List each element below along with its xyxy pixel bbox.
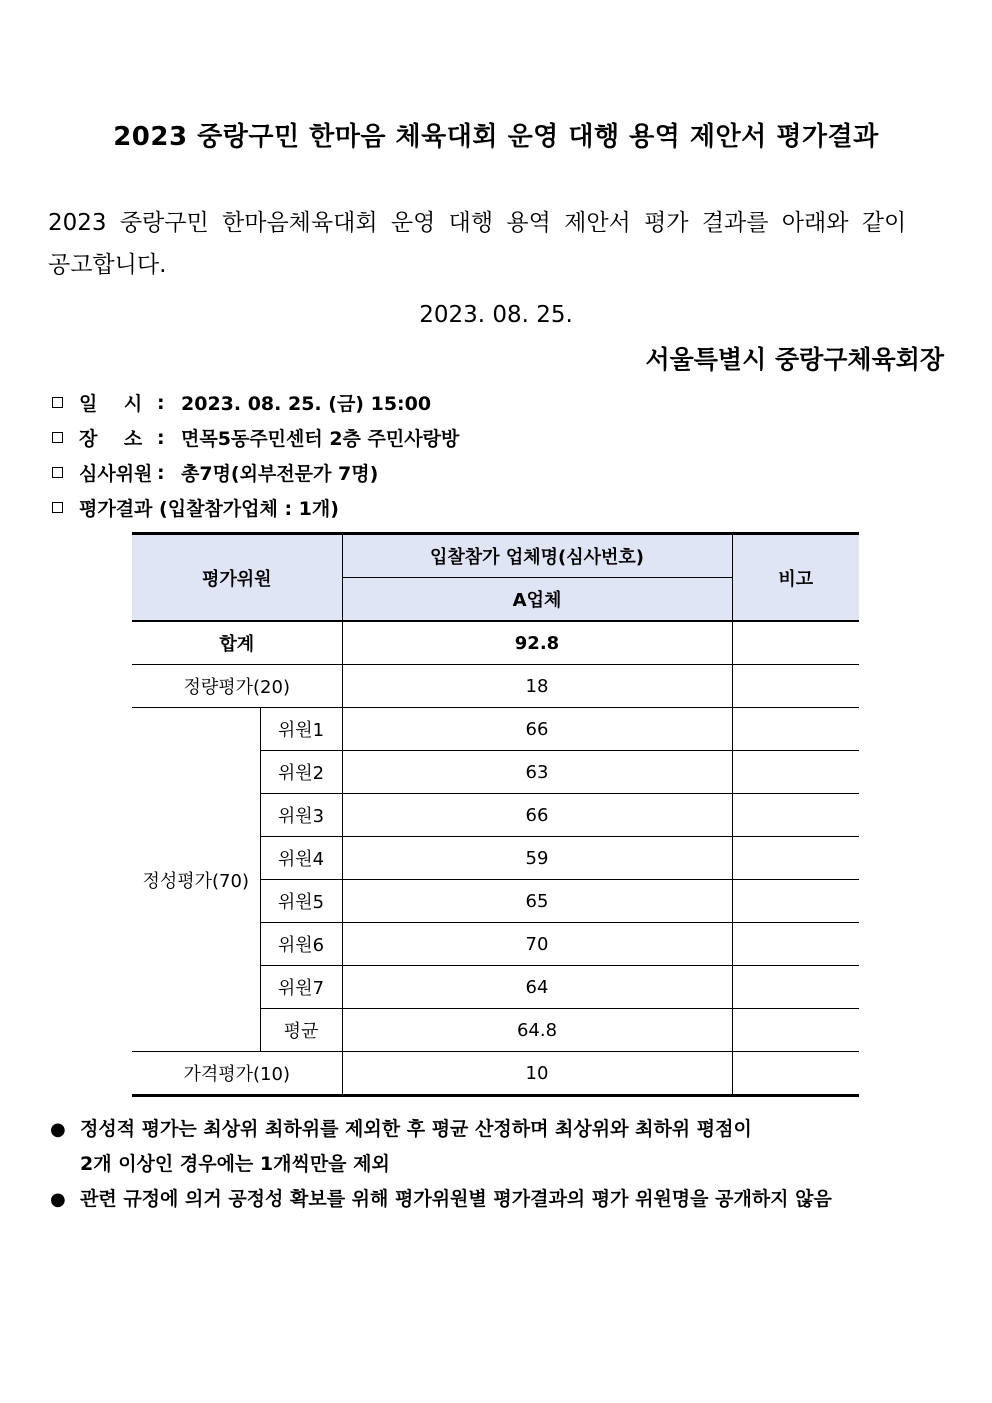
- header-evaluator: 평가위원: [132, 534, 342, 622]
- organization-name: 서울특별시 중랑구체육회장: [645, 345, 944, 374]
- info-item-place: [52, 420, 459, 455]
- note-cell: [732, 665, 859, 708]
- note-text: [80, 1112, 752, 1182]
- judge-label: 위원6: [260, 923, 342, 966]
- total-row: [132, 621, 859, 665]
- note-cell: [732, 923, 859, 966]
- intro-paragraph: 2023 중랑구민 한마음체육대회 운영 대행 용역 제안서 평가 결과를 아래와 같이 공고합니다.: [48, 210, 907, 278]
- total-label: 합계: [132, 621, 342, 665]
- header-company-group: 입찰참가 업체명(심사번호): [342, 534, 732, 578]
- header-company: A업체: [342, 578, 732, 622]
- square-bullet-icon: [52, 467, 63, 478]
- announcement-date: 2023. 08. 25.: [419, 302, 573, 328]
- judge-label: 위원3: [260, 794, 342, 837]
- colon-separator: :: [157, 461, 165, 484]
- info-item-result: [52, 490, 459, 525]
- judge-score: 70: [342, 923, 732, 966]
- evaluation-table: [132, 532, 859, 1097]
- qual-label: 정성평가(70): [132, 708, 260, 1052]
- judge-label: 위원1: [260, 708, 342, 751]
- info-label: 일 시: [79, 393, 143, 415]
- note-line: 2개 이상인 경우에는 1개씩만을 제외: [80, 1153, 390, 1175]
- square-bullet-icon: [52, 432, 63, 443]
- info-label: 심사위원: [79, 463, 153, 485]
- notes-list: [50, 1112, 930, 1217]
- bullet-icon: ●: [50, 1189, 66, 1210]
- judge-score: 59: [342, 837, 732, 880]
- judge-label: 위원5: [260, 880, 342, 923]
- quant-label: 정량평가(20): [132, 665, 342, 708]
- price-label: 가격평가(10): [132, 1052, 342, 1096]
- info-result-text: 평가결과 (입찰참가업체 : 1개): [79, 498, 339, 520]
- total-value: 92.8: [342, 621, 732, 665]
- judge-score: 66: [342, 794, 732, 837]
- note-cell: [732, 966, 859, 1009]
- header-note: 비고: [732, 534, 859, 622]
- note-cell: [732, 708, 859, 751]
- document-title: 2023 중랑구민 한마음 체육대회 운영 대행 용역 제안서 평가결과: [113, 122, 879, 152]
- note-item: [50, 1182, 930, 1217]
- note-cell: [732, 751, 859, 794]
- square-bullet-icon: [52, 502, 63, 513]
- colon-separator: :: [157, 426, 165, 449]
- info-value: 면목5동주민센터 2층 주민사랑방: [181, 428, 460, 450]
- price-row: [132, 1052, 859, 1096]
- quant-row: [132, 665, 859, 708]
- note-item: [50, 1112, 930, 1182]
- info-list: [52, 385, 459, 525]
- judge-label: 위원4: [260, 837, 342, 880]
- price-value: 10: [342, 1052, 732, 1096]
- average-score: 64.8: [342, 1009, 732, 1052]
- judge-score: 63: [342, 751, 732, 794]
- judge-label: 위원2: [260, 751, 342, 794]
- colon-separator: :: [157, 391, 165, 414]
- note-cell: [732, 837, 859, 880]
- table-row: [132, 708, 859, 751]
- note-cell: [732, 621, 859, 665]
- note-cell: [732, 1009, 859, 1052]
- average-label: 평균: [260, 1009, 342, 1052]
- judge-score: 66: [342, 708, 732, 751]
- quant-value: 18: [342, 665, 732, 708]
- judge-label: 위원7: [260, 966, 342, 1009]
- note-line: 관련 규정에 의거 공정성 확보를 위해 평가위원별 평가결과의 평가 위원명을 공개하지 않음: [80, 1188, 832, 1210]
- note-cell: [732, 794, 859, 837]
- note-cell: [732, 1052, 859, 1096]
- info-item-datetime: [52, 385, 459, 420]
- judge-score: 64: [342, 966, 732, 1009]
- square-bullet-icon: [52, 397, 63, 408]
- table-header-row: [132, 534, 859, 578]
- note-text: [80, 1182, 832, 1217]
- note-line: 정성적 평가는 최상위 최하위를 제외한 후 평균 산정하며 최상위와 최하위 평점이: [80, 1118, 752, 1140]
- info-label: 장 소: [79, 428, 143, 450]
- bullet-icon: ●: [50, 1119, 66, 1140]
- info-value: 총7명(외부전문가 7명): [181, 463, 379, 485]
- note-cell: [732, 880, 859, 923]
- judge-score: 65: [342, 880, 732, 923]
- info-value: 2023. 08. 25. (금) 15:00: [181, 393, 432, 415]
- info-item-judges: [52, 455, 459, 490]
